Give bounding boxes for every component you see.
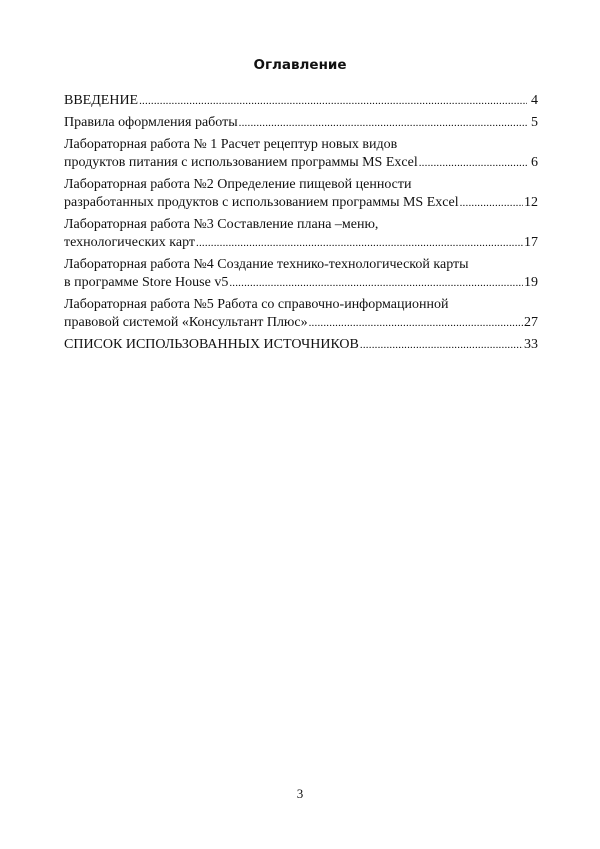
toc-entry-lab-2[interactable] <box>64 176 538 212</box>
toc-entry-title-continued: правовой системой «Консультант Плюс» <box>64 315 308 330</box>
toc-page-number: 19 <box>524 275 538 290</box>
toc-page-number: 17 <box>524 235 538 250</box>
toc-line <box>64 296 538 314</box>
toc-entry-lab-1[interactable] <box>64 136 538 172</box>
toc-entry-title: Лабораторная работа № 1 Расчет рецептур новых видов <box>64 137 398 152</box>
toc-line <box>64 114 538 132</box>
dot-leader <box>419 154 527 172</box>
toc-entry-title-continued: разработанных продуктов с использованием программы MS Excel <box>64 195 459 210</box>
toc-entry-title: Лабораторная работа №2 Определение пищевой ценности <box>64 177 412 192</box>
toc-line <box>64 194 538 212</box>
page-number: 3 <box>296 786 304 801</box>
toc-line <box>64 176 538 194</box>
toc-page-number: 6 <box>531 155 538 170</box>
dot-leader <box>360 336 523 354</box>
toc-entry-lab-5[interactable] <box>64 296 538 332</box>
dot-leader <box>460 194 523 212</box>
toc-line <box>64 336 538 354</box>
toc-line <box>64 256 538 274</box>
toc-entry-formatting-rules[interactable] <box>64 114 538 132</box>
toc-entry-lab-3[interactable] <box>64 216 538 252</box>
dot-leader <box>309 314 523 332</box>
toc-entry-title-continued: технологических карт <box>64 235 196 250</box>
toc-page-number: 33 <box>524 337 538 352</box>
toc-entry-title-continued: продуктов питания с использованием программы MS Excel <box>64 155 418 170</box>
toc-line <box>64 274 538 292</box>
toc-page-number: 4 <box>531 93 538 108</box>
dot-leader <box>229 274 523 292</box>
toc-entry-title: Лабораторная работа №3 Составление плана –меню, <box>64 217 379 232</box>
toc-page-number: 5 <box>531 115 538 130</box>
toc-entry-title: Лабораторная работа №5 Работа со справочно-информационной <box>64 297 449 312</box>
toc-line <box>64 136 538 154</box>
dot-leader <box>196 234 523 252</box>
toc-line <box>64 314 538 332</box>
toc-page-number: 27 <box>524 315 538 330</box>
toc-heading: Оглавление <box>253 57 347 73</box>
toc-page-number: 12 <box>524 195 538 210</box>
toc-entry-title-continued: в программе Store House v5 <box>64 275 229 290</box>
toc-entry-title: СПИСОК ИСПОЛЬЗОВАННЫХ ИСТОЧНИКОВ <box>64 337 359 352</box>
toc-line <box>64 234 538 252</box>
toc-entry-title: Лабораторная работа №4 Создание технико-технологической карты <box>64 257 469 272</box>
toc-entry-references[interactable] <box>64 336 538 354</box>
dot-leader <box>239 114 527 132</box>
toc-entry-title: Правила оформления работы <box>64 115 238 130</box>
toc-entry-lab-4[interactable] <box>64 256 538 292</box>
toc-entry-introduction[interactable] <box>64 92 538 110</box>
toc-line <box>64 154 538 172</box>
dot-leader <box>139 92 527 110</box>
table-of-contents <box>64 92 538 358</box>
toc-entry-title: ВВЕДЕНИЕ <box>64 93 139 108</box>
toc-line <box>64 216 538 234</box>
toc-line <box>64 92 538 110</box>
